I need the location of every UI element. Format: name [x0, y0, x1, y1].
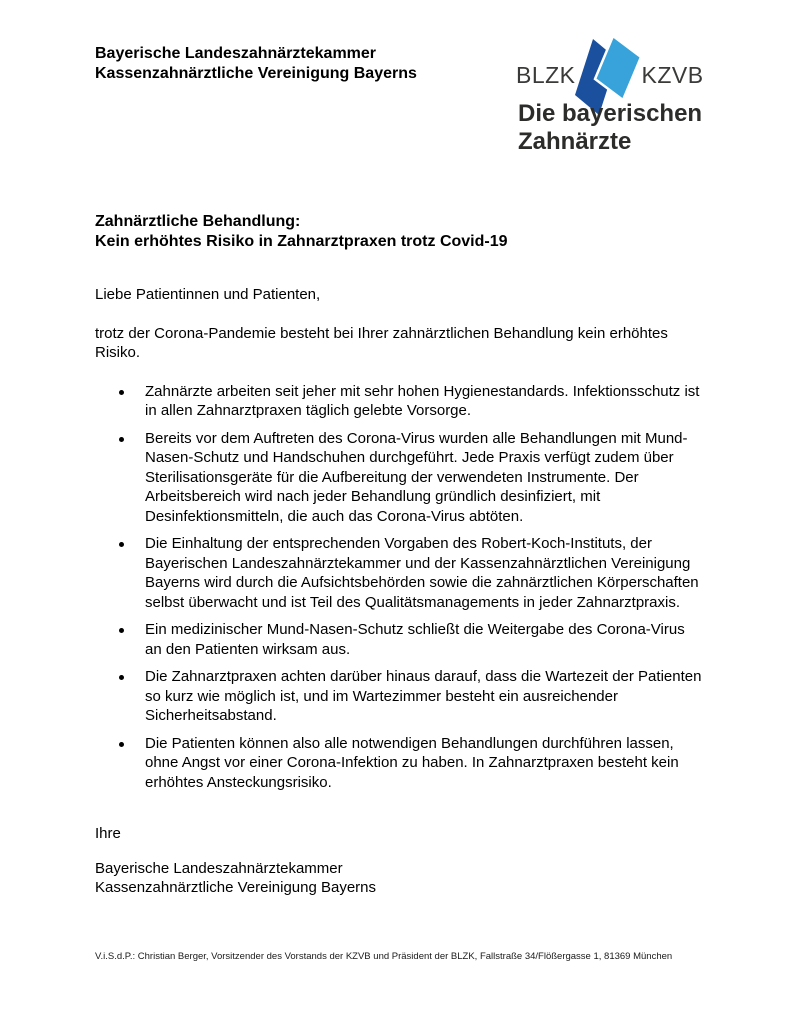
- logo-text-blzk: BLZK: [516, 62, 576, 88]
- logo-tagline: [518, 100, 702, 156]
- bullet-item-hygiene: Zahnärzte arbeiten seit jeher mit sehr hohen Hygienestandards. Infektionsschutz ist in allen Zahnarztpraxen täglich gelebte Vorsorge.: [95, 382, 705, 421]
- bullet-item-ansteckungsrisiko: Die Patienten können also alle notwendigen Behandlungen durchführen lassen, ohne Angst vor einer Corona-Infektion zu haben. In Zahnarztpraxen besteht kein erhöhtes Ansteckungsrisiko.: [95, 734, 705, 793]
- intro-paragraph: trotz der Corona-Pandemie besteht bei Ihrer zahnärztlichen Behandlung kein erhöhtes Risiko.: [95, 324, 668, 361]
- imprint-footer: V.i.S.d.P.: Christian Berger, Vorsitzender des Vorstands der KZVB und Präsident der BLZK, Fallstraße 34/Flößergasse 1, 81369 München: [95, 951, 673, 962]
- title-line-1: Zahnärztliche Behandlung:: [95, 213, 301, 230]
- salutation: Liebe Patientinnen und Patienten,: [95, 286, 321, 303]
- bullet-item-schutzmassnahmen: Bereits vor dem Auftreten des Corona-Virus wurden alle Behandlungen mit Mund-Nasen-Schutz und Handschuhen durchgeführt. Jede Praxis verfügt zudem über Sterilisationsgeräte für die Aufbereitung der verwendeten Instrumente. Der Arbeitsbereich wird nach jeder Behandlung gründlich desinfiziert, mit Desinfektionsmitteln, die auch das Corona-Virus abtöten.: [95, 429, 705, 527]
- document-title: [95, 212, 508, 252]
- signature-line-2: Kassenzahnärztliche Vereinigung Bayerns: [95, 879, 377, 896]
- logo-tagline-line-2: Zahnärzte: [518, 128, 632, 155]
- signature-block: [95, 859, 705, 898]
- bullet-item-vorgaben: Die Einhaltung der entsprechenden Vorgaben des Robert-Koch-Instituts, der Bayerischen Landeszahnärztekammer und der Kassenzahnärztlichen Vereinigung Bayerns wird durch die Aufsichtsbehörden sowie die zahnärztlichen Körperschaften selbst überwacht und ist Teil des Qualitätsmanagements in jeder Zahnarztpraxis.: [95, 534, 705, 612]
- bullet-list: [95, 382, 705, 793]
- header-org-line-2: Kassenzahnärztliche Vereinigung Bayerns: [95, 65, 417, 82]
- header-org-line-1: Bayerische Landeszahnärztekammer: [95, 45, 377, 62]
- header-organisations: [95, 44, 417, 84]
- bullet-item-mund-nasen-schutz: Ein medizinischer Mund-Nasen-Schutz schließt die Weitergabe des Corona-Virus an den Patienten wirksam aus.: [95, 620, 705, 659]
- logo-tagline-line-1: Die bayerischen: [518, 100, 703, 127]
- closing: Ihre: [95, 825, 121, 842]
- signature-line-1: Bayerische Landeszahnärztekammer: [95, 859, 343, 877]
- letter-body: [95, 285, 705, 898]
- logo-text-kzvb: KZVB: [641, 62, 704, 88]
- bullet-item-wartezeit: Die Zahnarztpraxen achten darüber hinaus darauf, dass die Wartezeit der Patienten so kurz wie möglich ist, und im Wartezimmer besteht ein ausreichender Sicherheitsabstand.: [95, 667, 705, 726]
- title-line-2: Kein erhöhtes Risiko in Zahnarztpraxen trotz Covid-19: [95, 233, 508, 250]
- blzk-kzvb-logo: [516, 36, 726, 161]
